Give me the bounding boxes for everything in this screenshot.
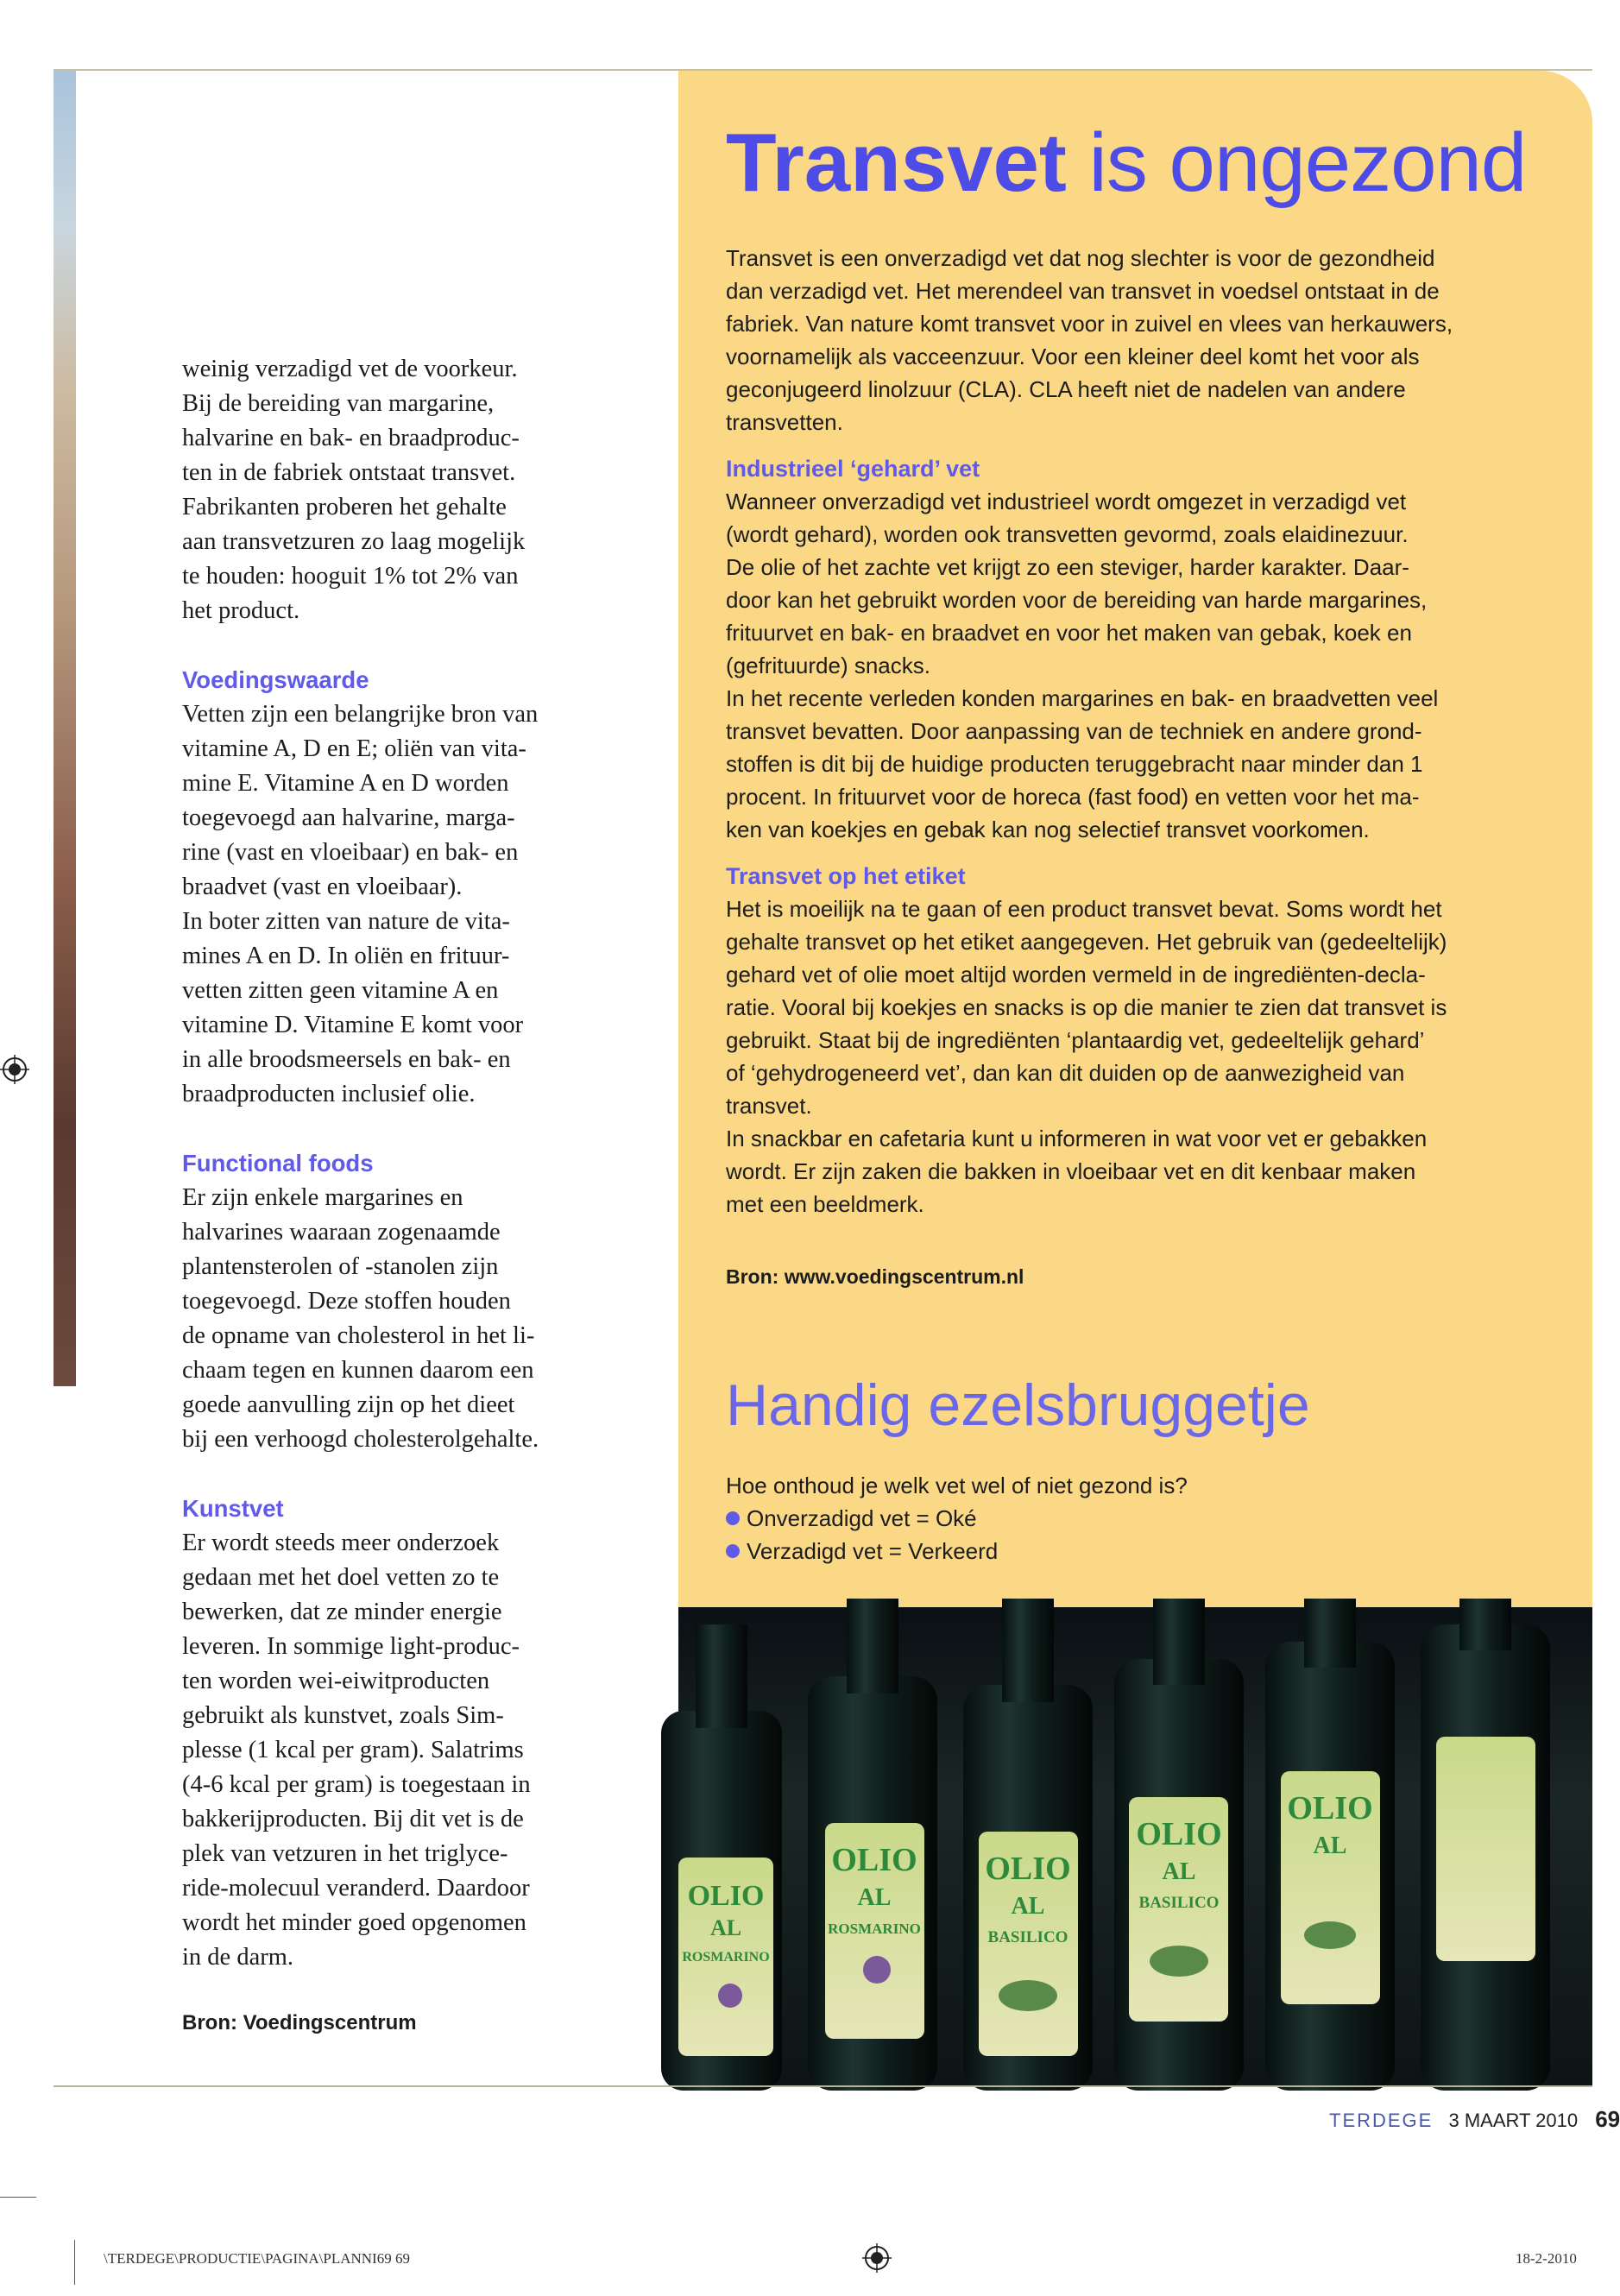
- bullet-dot-icon: [726, 1511, 740, 1525]
- bottle-label-text: AL: [1162, 1858, 1196, 1885]
- text-line: wordt het minder goed opgenomen: [182, 1909, 526, 1936]
- text-line: bewerken, dat ze minder energie: [182, 1599, 502, 1625]
- text-line: Vetten zijn een belangrijke bron van: [182, 701, 539, 728]
- bottle: [963, 1599, 1093, 2091]
- text-line: vitamine A, D en E; oliën van vita-: [182, 735, 526, 762]
- text-line: stoffen is dit bij de huidige producten teruggebracht naar minder dan 1: [726, 751, 1423, 777]
- print-slug-path: \TERDEGE\PRODUCTIE\PAGINA\PLANNI69 69: [104, 2250, 410, 2267]
- text-line: leveren. In sommige light-produc-: [182, 1633, 520, 1660]
- section-heading-transvet-op-het-etiket: Transvet op het etiket: [726, 863, 966, 889]
- bottle-label-text: AL: [857, 1884, 892, 1911]
- registration-mark-icon: [0, 1055, 29, 1084]
- bottle-label-text: AL: [709, 1915, 742, 1940]
- text-line: transvet bevatten. Door aanpassing van de techniek en andere grond-: [726, 718, 1422, 744]
- print-slug-date: 18-2-2010: [1516, 2250, 1577, 2267]
- text-line: bij een verhoogd cholesterolgehalte.: [182, 1426, 539, 1453]
- text-line: frituurvet en bak- en braadvet en voor het maken van gebak, koek en: [726, 620, 1412, 646]
- text-line: mine E. Vitamine A en D worden: [182, 770, 509, 797]
- tip-question: Hoe onthoud je welk vet wel of niet gezond is?: [726, 1473, 1188, 1498]
- text-line: ten worden wei-eiwitproducten: [182, 1668, 490, 1694]
- bottle-label-text: OLIO: [687, 1880, 765, 1912]
- intro-paragraph: [182, 352, 601, 628]
- registration-mark-icon: [862, 2243, 892, 2273]
- section-heading-kunstvet: Kunstvet: [182, 1495, 284, 1522]
- text-line: in alle broodsmeersels en bak- en: [182, 1046, 511, 1073]
- edge-photo-strip: [54, 71, 76, 1386]
- text-line: geconjugeerd linolzuur (CLA). CLA heeft niet de nadelen van andere: [726, 376, 1406, 402]
- text-line: braadproducten inclusief olie.: [182, 1081, 476, 1107]
- text-line: gebruikt. Staat bij de ingrediënten ‘plantaardig vet, gedeeltelijk gehard’: [726, 1027, 1425, 1053]
- text-line: Er wordt steeds meer onderzoek: [182, 1530, 500, 1556]
- text-line: (4-6 kcal per gram) is toegestaan in: [182, 1771, 531, 1798]
- text-line: gehard vet of olie moet altijd worden vermeld in de ingrediënten-decla-: [726, 962, 1426, 987]
- text-line: vitamine D. Vitamine E komt voor: [182, 1012, 524, 1038]
- section-body-transvet-op-het-etiket: [726, 893, 1533, 1221]
- text-line: mines A en D. In oliën en frituur-: [182, 943, 510, 969]
- text-line: te houden: hooguit 1% tot 2% van: [182, 563, 519, 590]
- page-number: 69: [1595, 2106, 1620, 2132]
- bullet-dot-icon: [726, 1544, 740, 1558]
- bottle: [661, 1624, 782, 2091]
- text-line: plantensterolen of -stanolen zijn: [182, 1253, 499, 1280]
- olive-oil-bottles-photo: [678, 1607, 1592, 2085]
- text-line: In snackbar en cafetaria kunt u informeren in wat voor vet er gebakken: [726, 1126, 1428, 1151]
- text-line: braadvet (vast en vloeibaar).: [182, 874, 463, 900]
- text-line: door kan het gebruikt worden voor de bereiding van harde margarines,: [726, 587, 1428, 613]
- panel-title: [726, 116, 1526, 211]
- text-line: ratie. Vooral bij koekjes en snacks is op die manier te zien dat transvet is: [726, 994, 1447, 1020]
- bottle-label-text: OLIO: [985, 1851, 1071, 1887]
- tip-bullet-text: Verzadigd vet = Verkeerd: [747, 1538, 999, 1564]
- text-line: halvarine en bak- en braadproduc-: [182, 425, 520, 451]
- text-line: In het recente verleden konden margarines en bak- en braadvetten veel: [726, 685, 1439, 711]
- bottle-label-text: AL: [1313, 1832, 1347, 1859]
- text-line: plesse (1 kcal per gram). Salatrims: [182, 1737, 524, 1763]
- tip-body: [726, 1469, 1503, 1567]
- text-line: (gefrituurde) snacks.: [726, 653, 930, 678]
- text-line: met een beeldmerk.: [726, 1191, 924, 1217]
- text-line: transvet.: [726, 1093, 812, 1119]
- text-line: toegevoegd aan halvarine, marga-: [182, 804, 515, 831]
- tip-bullet-item: [726, 1535, 1503, 1567]
- text-line: rine (vast en vloeibaar) en bak- en: [182, 839, 519, 866]
- panel-source-credit: Bron: www.voedingscentrum.nl: [726, 1265, 1024, 1288]
- text-line: bakkerijproducten. Bij dit vet is de: [182, 1806, 524, 1832]
- section-heading-industrieel-gehard-vet: Industrieel ‘gehard’ vet: [726, 456, 980, 482]
- section-heading-voedingswaarde: Voedingswaarde: [182, 666, 369, 693]
- text-line: chaam tegen en kunnen daarom een: [182, 1357, 534, 1384]
- left-source-credit: Bron: Voedingscentrum: [182, 2011, 417, 2034]
- text-line: Wanneer onverzadigd vet industrieel wordt omgezet in verzadigd vet: [726, 489, 1407, 514]
- section-body-industrieel-gehard-vet: [726, 485, 1533, 846]
- bottom-rule: [54, 2085, 1592, 2087]
- text-line: procent. In frituurvet voor de horeca (fast food) en vetten voor het ma-: [726, 784, 1420, 810]
- text-line: gedaan met het doel vetten zo te: [182, 1564, 500, 1591]
- text-line: het product.: [182, 597, 300, 624]
- text-line: Transvet is een onverzadigd vet dat nog slechter is voor de gezondheid: [726, 245, 1435, 271]
- section-body-kunstvet: [182, 1526, 601, 1975]
- text-line: wordt. Er zijn zaken die bakken in vloeibaar vet en dit kenbaar maken: [726, 1158, 1416, 1184]
- bottle-label-text: BASILICO: [987, 1928, 1068, 1946]
- bottle: [1421, 1599, 1550, 2091]
- section-heading-functional-foods: Functional foods: [182, 1150, 374, 1176]
- text-line: in de darm.: [182, 1944, 294, 1971]
- text-line: In boter zitten van nature de vita-: [182, 908, 510, 935]
- text-line: ken van koekjes en gebak kan nog selectief transvet voorkomen.: [726, 817, 1370, 842]
- panel-title-light: is ongezond: [1066, 117, 1527, 209]
- bottle-label-text: OLIO: [1136, 1816, 1222, 1852]
- text-line: toegevoegd. Deze stoffen houden: [182, 1288, 511, 1315]
- crop-mark: [74, 2240, 75, 2285]
- text-line: Bij de bereiding van margarine,: [182, 390, 495, 417]
- tip-bullet-text: Onverzadigd vet = Oké: [747, 1505, 977, 1531]
- bottle-label-text: ROSMARINO: [828, 1921, 921, 1937]
- text-line: aan transvetzuren zo laag mogelijk: [182, 528, 526, 555]
- text-line: De olie of het zachte vet krijgt zo een steviger, harder karakter. Daar-: [726, 554, 1409, 580]
- bottle-label-text: OLIO: [1287, 1790, 1373, 1826]
- text-line: Het is moeilijk na te gaan of een product transvet bevat. Soms wordt het: [726, 896, 1442, 922]
- text-line: fabriek. Van nature komt transvet voor in zuivel en vlees van herkauwers,: [726, 311, 1453, 337]
- tip-title: Handig ezelsbruggetje: [726, 1372, 1310, 1438]
- text-line: Fabrikanten proberen het gehalte: [182, 494, 507, 520]
- bottle-label-text: BASILICO: [1138, 1894, 1220, 1912]
- text-line: Er zijn enkele margarines en: [182, 1184, 463, 1211]
- text-line: gebruikt als kunstvet, zoals Sim-: [182, 1702, 504, 1729]
- section-body-functional-foods: [182, 1181, 601, 1457]
- text-line: voornamelijk als vacceenzuur. Voor een kleiner deel komt het voor als: [726, 344, 1420, 369]
- bottle-label-text: ROSMARINO: [682, 1950, 770, 1965]
- panel-body: [726, 242, 1533, 1289]
- crop-mark: [0, 2197, 36, 2198]
- bottles-illustration: [678, 1607, 1592, 2085]
- text-line: ten in de fabriek ontstaat transvet.: [182, 459, 516, 486]
- text-line: dan verzadigd vet. Het merendeel van transvet in voedsel ontstaat in de: [726, 278, 1440, 304]
- left-column: [182, 352, 601, 1975]
- bottle-label-text: AL: [1011, 1893, 1045, 1920]
- text-line: de opname van cholesterol in het li-: [182, 1322, 535, 1349]
- section-body-voedingswaarde: [182, 697, 601, 1112]
- panel-title-bold: Transvet: [726, 117, 1067, 209]
- panel-intro: [726, 242, 1533, 438]
- tip-bullet-item: [726, 1502, 1503, 1535]
- text-line: ride-molecuul veranderd. Daardoor: [182, 1875, 530, 1902]
- text-line: (wordt gehard), worden ook transvetten gevormd, zoals elaidinezuur.: [726, 521, 1409, 547]
- bottle-label-text: OLIO: [831, 1842, 917, 1878]
- page-folio: [1329, 2106, 1620, 2133]
- text-line: vetten zitten geen vitamine A en: [182, 977, 499, 1004]
- text-line: weinig verzadigd vet de voorkeur.: [182, 356, 518, 382]
- text-line: transvetten.: [726, 409, 843, 435]
- magazine-name: TERDEGE: [1329, 2110, 1434, 2131]
- text-line: plek van vetzuren in het triglyce-: [182, 1840, 508, 1867]
- text-line: halvarines waaraan zogenaamde: [182, 1219, 501, 1246]
- text-line: of ‘gehydrogeneerd vet’, dan kan dit duiden op de aanwezigheid van: [726, 1060, 1405, 1086]
- text-line: gehalte transvet op het etiket aangegeven. Het gebruik van (gedeeltelijk): [726, 929, 1447, 955]
- text-line: goede aanvulling zijn op het dieet: [182, 1391, 515, 1418]
- issue-date: 3 MAART 2010: [1448, 2110, 1579, 2131]
